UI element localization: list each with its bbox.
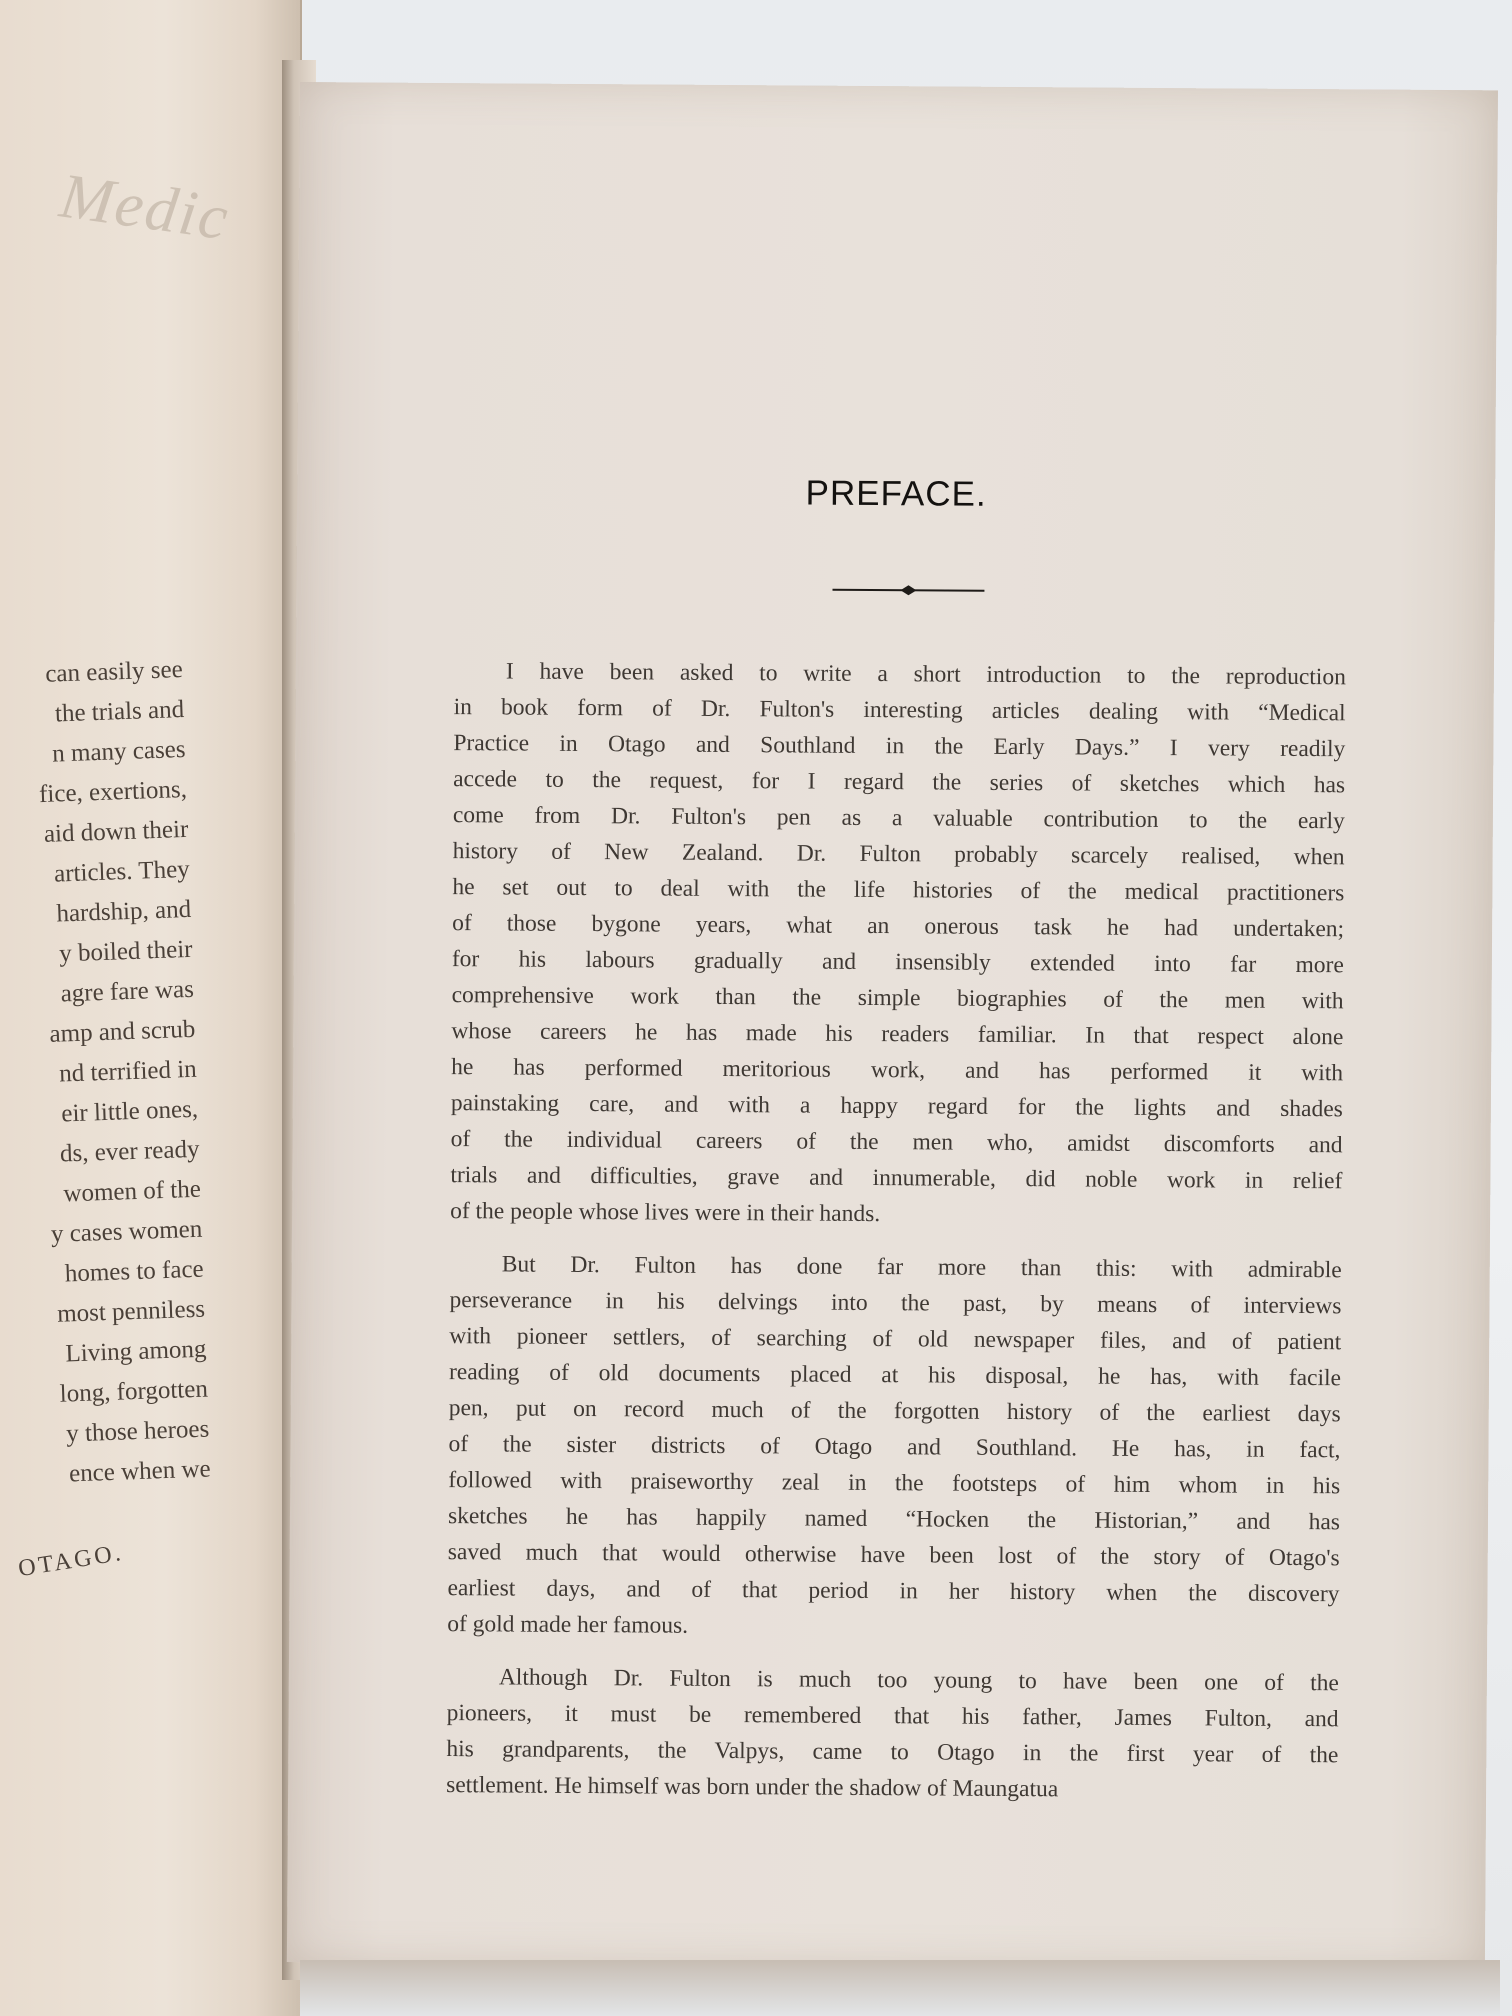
left-page-line: can easily see bbox=[44, 655, 184, 688]
right-page bbox=[287, 82, 1498, 1970]
left-page-line: the trials and bbox=[54, 695, 185, 728]
preface-line: settlement. He himself was born under the shadow of Maungatua bbox=[446, 1772, 1059, 1803]
preface-line: I have been asked to write a short introduction to the reproduction bbox=[505, 658, 1346, 691]
left-page-line: fice, exertions, bbox=[38, 775, 188, 809]
left-page-line: hardship, and bbox=[55, 895, 192, 928]
preface-line: of gold made her famous. bbox=[447, 1611, 689, 1639]
left-page-line: women of the bbox=[62, 1175, 202, 1208]
preface-paragraph bbox=[446, 1659, 1339, 1809]
preface-line: accede to the request, for I regard the series of sketches which has bbox=[453, 766, 1346, 799]
preface-line: pioneers, it must be remembered that his father, James Fulton, and bbox=[446, 1700, 1339, 1733]
preface-line: saved much that would otherwise have been lost of the story of Otago's bbox=[447, 1539, 1340, 1572]
preface-line: of the sister districts of Otago and Southland. He has, in fact, bbox=[448, 1431, 1341, 1464]
preface-line: of those bygone years, what an onerous task he had undertaken; bbox=[452, 910, 1345, 943]
left-page-line: ence when we bbox=[68, 1455, 212, 1488]
preface-line: for his labours gradually and insensibly extended into far more bbox=[451, 946, 1344, 979]
left-page-signature: OTAGO. bbox=[16, 1539, 126, 1583]
title-ornament-divider bbox=[832, 582, 984, 599]
preface-line: But Dr. Fulton has done far more than this: with admirable bbox=[501, 1251, 1342, 1284]
preface-line: followed with praiseworthy zeal in the footsteps of him whom in his bbox=[448, 1467, 1341, 1500]
page-title: PREFACE. bbox=[805, 473, 987, 514]
preface-line: sketches he has happily named “Hocken the Historian,” and has bbox=[447, 1503, 1341, 1536]
preface-line: with pioneer settlers, of searching of old newspaper files, and of patient bbox=[449, 1323, 1342, 1356]
preface-line: Although Dr. Fulton is much too young to have been one of the bbox=[498, 1664, 1339, 1697]
preface-line: he set out to deal with the life histories of the medical practitioners bbox=[452, 874, 1345, 907]
left-page-line: articles. They bbox=[53, 855, 191, 888]
preface-line: history of New Zealand. Dr. Fulton probably scarcely realised, when bbox=[452, 838, 1345, 871]
preface-line: earliest days, and of that period in her history when the discovery bbox=[447, 1575, 1340, 1608]
left-page-line: eir little ones, bbox=[60, 1095, 199, 1128]
preface-line: he has performed meritorious work, and has performed it with bbox=[451, 1054, 1344, 1087]
preface-line: his grandparents, the Valpys, came to Otago in the first year of the bbox=[446, 1736, 1339, 1769]
preface-line: perseverance in his delvings into the past, by means of interviews bbox=[449, 1287, 1342, 1320]
left-page-line: amp and scrub bbox=[49, 1015, 196, 1048]
preface-line: comprehensive work than the simple biographies of the men with bbox=[451, 982, 1344, 1015]
left-page-line: y cases women bbox=[50, 1215, 203, 1248]
left-page-line: ds, ever ready bbox=[59, 1135, 200, 1168]
left-page bbox=[0, 0, 302, 2016]
left-page-line: n many cases bbox=[51, 735, 186, 768]
preface-line: of the people whose lives were in their hands. bbox=[450, 1198, 881, 1228]
preface-line: pen, put on record much of the forgotten history of the earliest days bbox=[448, 1395, 1341, 1428]
left-page-line: y boiled their bbox=[58, 935, 193, 968]
preface-paragraph bbox=[447, 1246, 1342, 1648]
page-bottom-shadow bbox=[300, 1960, 1500, 2016]
preface-line: whose careers he has made his readers familiar. In that respect alone bbox=[451, 1018, 1344, 1051]
left-page-text bbox=[0, 650, 211, 1496]
preface-line: come from Dr. Fulton's pen as a valuable contribution to the early bbox=[452, 802, 1345, 835]
left-page-line: aid down their bbox=[43, 815, 189, 848]
left-page-line: Living among bbox=[65, 1335, 207, 1368]
preface-line: reading of old documents placed at his disposal, he has, with facile bbox=[448, 1359, 1342, 1392]
preface-line: Practice in Otago and Southland in the Early Days.” I very readily bbox=[453, 730, 1346, 763]
left-page-line: agre fare was bbox=[60, 975, 195, 1008]
left-page-line: most penniless bbox=[56, 1295, 206, 1328]
preface-paragraph bbox=[450, 653, 1346, 1235]
preface-line: of the individual careers of the men who, amidst discomforts and bbox=[450, 1126, 1343, 1159]
left-page-line: y those heroes bbox=[65, 1415, 210, 1448]
left-page-line: nd terrified in bbox=[58, 1055, 198, 1088]
left-page-line: long, forgotten bbox=[59, 1375, 209, 1408]
preface-line: in book form of Dr. Fulton's interesting articles dealing with “Medical bbox=[453, 694, 1346, 727]
preface-line: trials and difficulties, grave and innumerable, did noble work in relief bbox=[450, 1162, 1343, 1195]
preface-line: painstaking care, and with a happy regard for the lights and shades bbox=[450, 1090, 1343, 1123]
bleed-through-title: Medic bbox=[55, 159, 235, 254]
left-page-line: homes to face bbox=[64, 1255, 205, 1288]
preface-body bbox=[446, 653, 1346, 1826]
